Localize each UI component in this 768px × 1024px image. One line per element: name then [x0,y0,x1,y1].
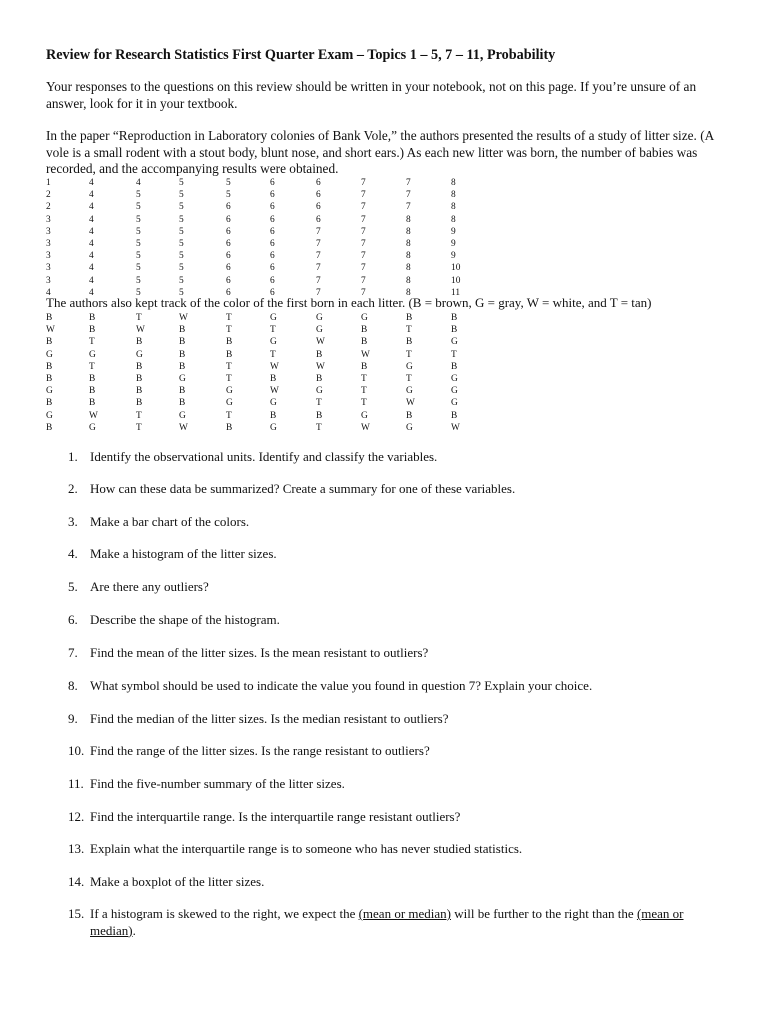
table-cell: 9 [451,238,456,249]
question-number: 2. [68,481,78,496]
table-cell: G [270,422,277,433]
table-cell: 5 [136,226,141,237]
question-text: Find the range of the litter sizes. Is the range resistant to outliers? [90,743,430,758]
table-cell: 7 [316,275,321,286]
question-number: 5. [68,579,78,594]
table-cell: 5 [179,178,184,188]
table-cell: 7 [316,263,321,274]
table-cell: B [46,313,53,323]
table-cell: G [270,337,277,348]
question-text: Make a histogram of the litter sizes. [90,546,277,561]
table-cell: 10 [451,275,461,286]
table-cell: B [316,373,323,384]
table-cell: W [270,361,279,372]
table-cell: B [451,325,458,336]
table-cell: G [316,325,323,336]
question-text [90,906,730,939]
table-cell: G [316,386,323,397]
table-cell: T [136,410,142,421]
table-cell: B [46,422,53,433]
question-number: 6. [68,612,78,627]
table-cell: B [270,373,277,384]
table-cell: 7 [361,275,366,286]
table-cell: 7 [361,238,366,249]
table-cell: B [226,349,233,360]
table-cell: 6 [270,190,275,201]
question-text: Explain what the interquartile range is to someone who has never studied statistics. [90,841,523,856]
question-number: 11. [68,776,84,791]
table-cell: B [316,349,323,360]
table-cell: 3 [46,275,51,286]
table-cell: 9 [451,251,456,262]
question-number: 7. [68,645,78,660]
table-cell: B [451,410,458,421]
table-cell: 8 [451,202,456,213]
table-cell: G [46,386,53,397]
table-cell: G [179,410,186,421]
table-cell: 6 [270,178,275,188]
table-cell: 6 [226,238,231,249]
table-cell: 11 [451,287,461,298]
question-text: Describe the shape of the histogram. [90,612,280,627]
table-cell: 3 [46,214,51,225]
table-cell: B [136,398,143,409]
table-cell: 8 [406,251,411,262]
table-cell: B [89,386,96,397]
table-cell: 8 [406,263,411,274]
table-cell: W [136,325,145,336]
question-text: Find the median of the litter sizes. Is the median resistant to outliers? [90,711,449,726]
table-cell: 8 [451,214,456,225]
table-cell: 1 [46,178,51,188]
table-cell: 7 [406,190,411,201]
table-cell: 8 [451,190,456,201]
table-cell: B [46,337,53,348]
table-cell: W [361,349,370,360]
table-cell: G [46,349,53,360]
table-cell: 5 [179,251,184,262]
table-cell: B [136,337,143,348]
table-cell: 5 [179,287,184,298]
table-cell: 7 [316,251,321,262]
question-text: Are there any outliers? [90,579,209,594]
table-cell: 7 [361,190,366,201]
question-number: 15. [68,906,85,921]
table-cell: 7 [361,263,366,274]
table-cell: 6 [316,214,321,225]
question-text: Find the five-number summary of the litter sizes. [90,776,345,791]
table-cell: G [406,361,413,372]
table-cell: 5 [136,287,141,298]
table-cell: 6 [226,202,231,213]
table-cell: G [451,337,458,348]
table-cell: B [179,337,186,348]
question-number: 4. [68,546,78,561]
table-cell: B [89,373,96,384]
table-cell: G [179,373,186,384]
table-cell: T [316,422,322,433]
question-text: Make a boxplot of the litter sizes. [90,874,265,889]
table-cell: 4 [89,226,94,237]
question-number: 10. [68,743,85,758]
question-number: 8. [68,678,78,693]
table-cell: 3 [46,226,51,237]
table-cell: 5 [136,263,141,274]
table-cell: B [361,325,368,336]
table-cell: 5 [179,202,184,213]
table-cell: B [179,349,186,360]
table-cell: T [406,373,412,384]
table-cell: 7 [361,251,366,262]
table-cell: 4 [89,190,94,201]
intro-paragraph: Your responses to the questions on this review should be written in your notebook, not on this page. If you’re unsure of an answer, look for it in your textbook. [46,79,697,111]
underlined-choice: (mean or median) [90,906,684,938]
table-cell: G [270,313,277,323]
table-cell: 5 [179,214,184,225]
table-cell: 7 [406,202,411,213]
table-cell: T [316,398,322,409]
table-cell: 5 [136,190,141,201]
table-cell: 5 [136,202,141,213]
question-text: Make a bar chart of the colors. [90,514,250,529]
table-cell: 7 [406,178,411,188]
table-cell: T [406,325,412,336]
table-cell: G [226,386,233,397]
table-cell: 5 [136,214,141,225]
table-cell: 5 [179,238,184,249]
table-cell: 6 [316,190,321,201]
question-text: How can these data be summarized? Create a summary for one of these variables. [90,481,516,496]
table-cell: 4 [89,275,94,286]
table-cell: B [136,386,143,397]
table-cell: 8 [406,238,411,249]
table-cell: 6 [226,287,231,298]
table-cell: B [406,313,413,323]
table-cell: 7 [316,287,321,298]
table-cell: 6 [270,202,275,213]
table-cell: 6 [316,178,321,188]
table-cell: 5 [179,263,184,274]
table-cell: W [270,386,279,397]
table-cell: 5 [179,190,184,201]
table-cell: T [270,349,276,360]
table-cell: G [89,349,96,360]
table-cell: T [361,398,367,409]
table-cell: 7 [361,226,366,237]
table-cell: B [179,386,186,397]
question-number: 13. [68,841,85,856]
table-cell: G [89,422,96,433]
table-cell: T [136,422,142,433]
table-cell: W [316,361,325,372]
color-description-paragraph: The authors also kept track of the color of the first born in each litter. (B = brown, G = gray, W = white, and T = tan) [46,295,652,310]
table-cell: B [361,337,368,348]
table-cell: 6 [226,214,231,225]
table-cell: 3 [46,251,51,262]
table-cell: 4 [89,251,94,262]
question-text: Find the mean of the litter sizes. Is the mean resistant to outliers? [90,645,429,660]
table-cell: T [136,313,142,323]
table-cell: G [46,410,53,421]
table-cell: B [406,410,413,421]
table-cell: B [46,361,53,372]
table-cell: 5 [226,190,231,201]
table-cell: 7 [316,238,321,249]
question-number: 9. [68,711,78,726]
table-cell: B [179,398,186,409]
table-cell: 5 [136,238,141,249]
table-cell: 6 [270,214,275,225]
study-description-paragraph: In the paper “Reproduction in Laboratory colonies of Bank Vole,” the authors presented the results of a study of litter size. (A vole is a small rodent with a stout body, blunt nose, and short ears.) As each new litter was born, the number of babies was recorded, and the accompanying results were obtained. [46,128,714,176]
table-cell: 8 [406,275,411,286]
table-cell: B [270,410,277,421]
table-cell: T [89,361,95,372]
table-cell: B [226,422,233,433]
table-cell: 7 [361,287,366,298]
question-number: 14. [68,874,85,889]
table-cell: 7 [316,226,321,237]
table-cell: 7 [361,202,366,213]
table-cell: 5 [179,226,184,237]
table-cell: 8 [406,214,411,225]
table-cell: 8 [406,287,411,298]
table-cell: G [361,410,368,421]
table-cell: W [179,313,188,323]
table-cell: 4 [89,263,94,274]
table-cell: G [361,313,368,323]
underlined-choice: (mean or median) [358,906,451,921]
table-cell: 5 [179,275,184,286]
table-cell: G [226,398,233,409]
table-cell: B [451,361,458,372]
table-cell: 6 [270,238,275,249]
table-cell: 8 [406,226,411,237]
table-cell: W [46,325,55,336]
table-cell: 4 [89,214,94,225]
table-cell: 3 [46,238,51,249]
table-cell: 3 [46,263,51,274]
table-cell: G [451,398,458,409]
table-cell: W [179,422,188,433]
question-number: 3. [68,514,78,529]
table-cell: G [451,386,458,397]
table-cell: G [270,398,277,409]
table-cell: 4 [89,202,94,213]
table-cell: B [46,373,53,384]
table-cell: 6 [270,287,275,298]
table-cell: 7 [361,214,366,225]
table-cell: 8 [451,178,456,188]
table-cell: B [89,313,96,323]
question-text: What symbol should be used to indicate the value you found in question 7? Explain your choice. [90,678,593,693]
table-cell: 7 [361,178,366,188]
table-cell: T [270,325,276,336]
table-cell: T [226,361,232,372]
table-cell: 4 [89,178,94,188]
table-cell: G [406,422,413,433]
table-cell: W [89,410,98,421]
table-cell: T [406,349,412,360]
table-cell: B [451,313,458,323]
table-cell: B [136,361,143,372]
table-cell: B [136,373,143,384]
table-cell: T [89,337,95,348]
table-cell: 4 [89,287,94,298]
table-cell: 6 [226,251,231,262]
table-cell: G [136,349,143,360]
question-text: Identify the observational units. Identify and classify the variables. [90,449,438,464]
table-cell: 5 [136,251,141,262]
question-text-part: . [132,922,136,938]
question-number: 1. [68,449,78,464]
table-cell: B [316,410,323,421]
table-cell: B [179,361,186,372]
table-cell: W [361,422,370,433]
table-cell: B [406,337,413,348]
table-cell: B [179,325,186,336]
table-cell: T [226,410,232,421]
table-cell: B [89,398,96,409]
question-number: 12. [68,809,85,824]
table-cell: G [451,373,458,384]
table-cell: 6 [270,251,275,262]
table-cell: 5 [226,178,231,188]
table-cell: 6 [270,275,275,286]
table-cell: B [226,337,233,348]
table-cell: B [46,398,53,409]
table-cell: T [451,349,457,360]
table-cell: 10 [451,263,461,274]
table-cell: 4 [89,238,94,249]
table-cell: T [226,373,232,384]
table-cell: W [406,398,415,409]
table-cell: W [451,422,460,433]
table-cell: T [226,313,232,323]
table-cell: T [361,373,367,384]
question-text-part: will be further to the right than the [451,906,637,921]
table-cell: 6 [226,275,231,286]
page-title: Review for Research Statistics First Quarter Exam – Topics 1 – 5, 7 – 11, Probability [46,47,556,63]
table-cell: G [316,313,323,323]
table-cell: 6 [226,263,231,274]
table-cell: T [361,386,367,397]
table-cell: B [361,361,368,372]
table-cell: 9 [451,226,456,237]
table-cell: 5 [136,275,141,286]
table-cell: 6 [270,226,275,237]
question-text-part: If a histogram is skewed to the right, we expect the [90,906,359,921]
table-cell: 6 [316,202,321,213]
table-cell: 6 [270,263,275,274]
table-cell: 2 [46,202,51,213]
table-cell: T [226,325,232,336]
table-cell: 2 [46,190,51,201]
table-cell: W [316,337,325,348]
table-cell: B [89,325,96,336]
table-cell: 6 [226,226,231,237]
table-cell: 4 [46,287,51,298]
table-cell: 4 [136,178,141,188]
question-text: Find the interquartile range. Is the interquartile range resistant outliers? [90,809,461,824]
table-cell: G [406,386,413,397]
